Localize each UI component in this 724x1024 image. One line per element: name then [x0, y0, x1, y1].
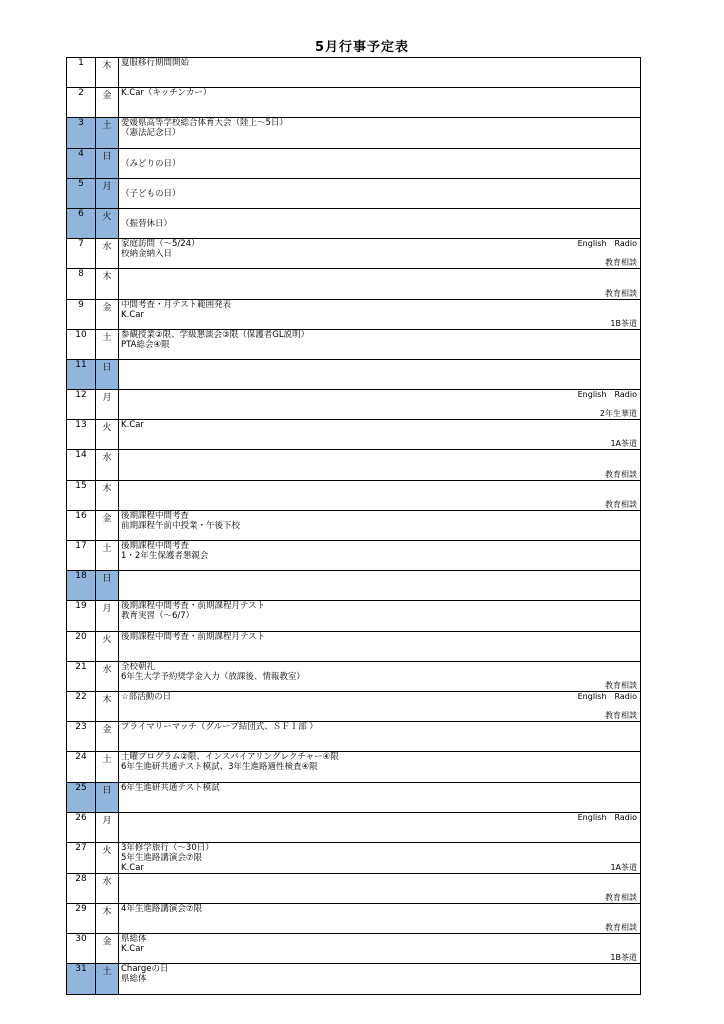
note-bottom: 1A茶道 [610, 439, 637, 449]
schedule-row [67, 722, 641, 752]
weekday: 火 [96, 420, 119, 450]
event-cell [119, 571, 641, 601]
weekday: 土 [96, 329, 119, 359]
schedule-row [67, 691, 641, 721]
event-cell [119, 88, 641, 118]
event-item: （みどりの日） [121, 158, 181, 169]
event-item: 後期課程中間考査・前期課程月テスト [121, 601, 266, 612]
notes-column [517, 420, 637, 449]
event-item: 6年生進研共通テスト模試、3年生進路適性検査④限 [121, 762, 318, 773]
weekday: 木 [96, 904, 119, 934]
event-cell [119, 178, 641, 208]
event-cell [119, 661, 641, 691]
event-item: K.Car [121, 420, 144, 431]
event-cell [119, 420, 641, 450]
notes-column [517, 692, 637, 721]
schedule-row [67, 239, 641, 269]
event-cell [119, 450, 641, 480]
event-cell [119, 934, 641, 964]
event-item: K.Car [121, 862, 144, 873]
note-top: English Radio [577, 691, 637, 701]
schedule-row [67, 58, 641, 88]
day-number: 29 [67, 904, 96, 934]
event-item: （振替休日） [121, 218, 173, 229]
notes-column [517, 209, 637, 238]
notes-column [517, 662, 637, 691]
event-item: ☆部活動の日 [121, 691, 172, 702]
event-cell [119, 208, 641, 238]
event-item: Chargeの日 [121, 964, 169, 975]
event-cell [119, 722, 641, 752]
notes-column [517, 481, 637, 510]
weekday: 火 [96, 631, 119, 661]
notes-column [517, 179, 637, 208]
weekday: 水 [96, 873, 119, 903]
day-number: 2 [67, 88, 96, 118]
notes-column [517, 330, 637, 359]
event-item: 1・2年生保護者懇親会 [121, 551, 209, 561]
event-cell [119, 269, 641, 299]
event-cell [119, 299, 641, 329]
day-number: 27 [67, 842, 96, 873]
event-item: 6年生進研共通テスト模試 [121, 782, 220, 793]
weekday: 木 [96, 269, 119, 299]
schedule-row [67, 571, 641, 601]
event-item: PTA総会④限 [121, 339, 170, 350]
event-item: 6年生大学予約奨学金入力（放課後、情報教室） [121, 671, 305, 682]
schedule-row [67, 329, 641, 359]
weekday: 月 [96, 812, 119, 842]
schedule-row [67, 661, 641, 691]
event-cell [119, 782, 641, 812]
day-number: 28 [67, 873, 96, 903]
notes-column [517, 904, 637, 933]
day-number: 17 [67, 541, 96, 571]
notes-column [517, 541, 637, 570]
schedule-row [67, 299, 641, 329]
weekday: 日 [96, 148, 119, 178]
weekday: 日 [96, 782, 119, 812]
day-number: 13 [67, 420, 96, 450]
event-item: 参観授業②限、学級懇談会③限（保護者GL説明） [121, 329, 310, 340]
event-item: 県総体 [121, 934, 147, 945]
weekday: 金 [96, 299, 119, 329]
weekday: 木 [96, 58, 119, 88]
notes-column [517, 934, 637, 963]
day-number: 21 [67, 661, 96, 691]
day-number: 19 [67, 601, 96, 631]
schedule-body [67, 58, 641, 995]
event-item: 家庭訪問（～5/24） [121, 239, 200, 250]
event-item: 土曜プログラム②限、インスパイアリングレクチャー④限 [121, 752, 339, 763]
day-number: 31 [67, 964, 96, 994]
schedule-row [67, 964, 641, 994]
schedule-row [67, 601, 641, 631]
note-bottom: 教育相談 [605, 288, 637, 298]
notes-column [517, 511, 637, 540]
note-bottom: 教育相談 [605, 258, 637, 268]
day-number: 5 [67, 178, 96, 208]
day-number: 24 [67, 752, 96, 782]
weekday: 金 [96, 722, 119, 752]
notes-column [517, 58, 637, 87]
weekday: 水 [96, 450, 119, 480]
schedule-row [67, 148, 641, 178]
event-item: 後期課程中間考査 [121, 541, 190, 551]
event-item: 教育実習（～6/7） [121, 611, 195, 622]
note-top: English Radio [577, 390, 637, 400]
day-number: 4 [67, 148, 96, 178]
event-cell [119, 631, 641, 661]
event-item: （憲法記念日） [121, 128, 181, 139]
note-top: English Radio [577, 812, 637, 822]
event-cell [119, 873, 641, 903]
event-item: 後期課程中間考査・前期課程月テスト [121, 631, 266, 642]
weekday: 金 [96, 510, 119, 540]
event-item: K.Car（キッチンカー） [121, 88, 212, 99]
event-item: （子どもの日） [121, 188, 181, 199]
schedule-row [67, 812, 641, 842]
schedule-row [67, 269, 641, 299]
schedule-row [67, 450, 641, 480]
weekday: 日 [96, 359, 119, 389]
notes-column [517, 813, 637, 842]
weekday: 土 [96, 964, 119, 994]
day-number: 16 [67, 510, 96, 540]
event-cell [119, 118, 641, 148]
event-cell [119, 964, 641, 994]
note-bottom: 教育相談 [605, 923, 637, 933]
schedule-row [67, 390, 641, 420]
notes-column [517, 632, 637, 661]
day-number: 10 [67, 329, 96, 359]
day-number: 3 [67, 118, 96, 148]
weekday: 月 [96, 178, 119, 208]
day-number: 18 [67, 571, 96, 601]
schedule-row [67, 631, 641, 661]
weekday: 土 [96, 118, 119, 148]
event-cell [119, 148, 641, 178]
day-number: 1 [67, 58, 96, 88]
notes-column [517, 239, 637, 268]
weekday: 木 [96, 691, 119, 721]
schedule-row [67, 752, 641, 782]
note-bottom: 教育相談 [605, 499, 637, 509]
event-cell [119, 842, 641, 873]
weekday: 火 [96, 208, 119, 238]
day-number: 12 [67, 390, 96, 420]
notes-column [517, 783, 637, 812]
event-cell [119, 390, 641, 420]
notes-column [517, 964, 637, 993]
note-bottom: 教育相談 [605, 711, 637, 721]
notes-column [517, 300, 637, 329]
event-cell [119, 812, 641, 842]
note-bottom: 教育相談 [605, 680, 637, 690]
note-bottom: 2年生華道 [599, 409, 637, 419]
day-number: 9 [67, 299, 96, 329]
notes-column [517, 571, 637, 600]
event-item: K.Car [121, 944, 144, 955]
weekday: 土 [96, 752, 119, 782]
event-item: 中間考査・月テスト範囲発表 [121, 299, 232, 310]
note-bottom: 1B茶道 [610, 953, 637, 963]
event-item: 3年修学旅行（～30日） [121, 842, 214, 853]
notes-column [517, 390, 637, 419]
schedule-row [67, 359, 641, 389]
day-number: 23 [67, 722, 96, 752]
event-item: 全校朝礼 [121, 661, 156, 672]
schedule-table [66, 57, 641, 995]
weekday: 月 [96, 601, 119, 631]
day-number: 8 [67, 269, 96, 299]
schedule-row [67, 934, 641, 964]
event-item: 後期課程中間考査 [121, 510, 190, 521]
weekday: 金 [96, 88, 119, 118]
weekday: 金 [96, 934, 119, 964]
event-item: 県総体 [121, 974, 147, 985]
note-bottom: 1B茶道 [610, 318, 637, 328]
day-number: 11 [67, 359, 96, 389]
event-cell [119, 601, 641, 631]
schedule-row [67, 782, 641, 812]
event-item: プライマリーマッチ（グループ結団式、ＳＦＩ部 ） [121, 722, 318, 733]
note-bottom: 1A茶道 [610, 862, 637, 872]
schedule-row [67, 541, 641, 571]
event-item: K.Car [121, 309, 144, 320]
schedule-row [67, 420, 641, 450]
notes-column [517, 118, 637, 147]
notes-column [517, 149, 637, 178]
day-number: 6 [67, 208, 96, 238]
event-cell [119, 58, 641, 88]
notes-column [517, 88, 637, 117]
schedule-row [67, 118, 641, 148]
day-number: 20 [67, 631, 96, 661]
event-item: 4年生進路講演会⑦限 [121, 904, 203, 915]
schedule-row [67, 904, 641, 934]
weekday: 水 [96, 661, 119, 691]
schedule-row [67, 208, 641, 238]
day-number: 26 [67, 812, 96, 842]
schedule-row [67, 842, 641, 873]
notes-column [517, 874, 637, 903]
note-bottom: 教育相談 [605, 893, 637, 903]
event-cell [119, 359, 641, 389]
event-item: 5年生進路講演会⑦限 [121, 852, 203, 863]
weekday: 月 [96, 390, 119, 420]
event-cell [119, 329, 641, 359]
weekday: 火 [96, 842, 119, 873]
schedule-row [67, 88, 641, 118]
day-number: 15 [67, 480, 96, 510]
schedule-row [67, 178, 641, 208]
note-top: English Radio [577, 239, 637, 249]
day-number: 22 [67, 691, 96, 721]
notes-column [517, 450, 637, 479]
event-item: 愛媛県高等学校総合体育大会（陸上～5日） [121, 118, 288, 129]
weekday: 水 [96, 239, 119, 269]
event-cell [119, 480, 641, 510]
notes-column [517, 601, 637, 630]
note-bottom: 教育相談 [605, 469, 637, 479]
event-cell [119, 691, 641, 721]
day-number: 7 [67, 239, 96, 269]
day-number: 30 [67, 934, 96, 964]
event-cell [119, 239, 641, 269]
page-title: 5月行事予定表 [314, 40, 410, 55]
event-cell [119, 541, 641, 571]
event-cell [119, 510, 641, 540]
event-item: 夏服移行期間開始 [121, 58, 190, 68]
day-number: 14 [67, 450, 96, 480]
schedule-row [67, 480, 641, 510]
notes-column [517, 722, 637, 751]
notes-column [517, 269, 637, 298]
event-item: 校納金納入日 [121, 249, 173, 260]
notes-column [517, 752, 637, 781]
event-cell [119, 752, 641, 782]
event-item: 前期課程午前中授業・午後下校 [121, 520, 241, 531]
schedule-row [67, 873, 641, 903]
weekday: 日 [96, 571, 119, 601]
weekday: 土 [96, 541, 119, 571]
weekday: 木 [96, 480, 119, 510]
event-cell [119, 904, 641, 934]
notes-column [517, 360, 637, 389]
schedule-row [67, 510, 641, 540]
day-number: 25 [67, 782, 96, 812]
notes-column [517, 843, 637, 873]
